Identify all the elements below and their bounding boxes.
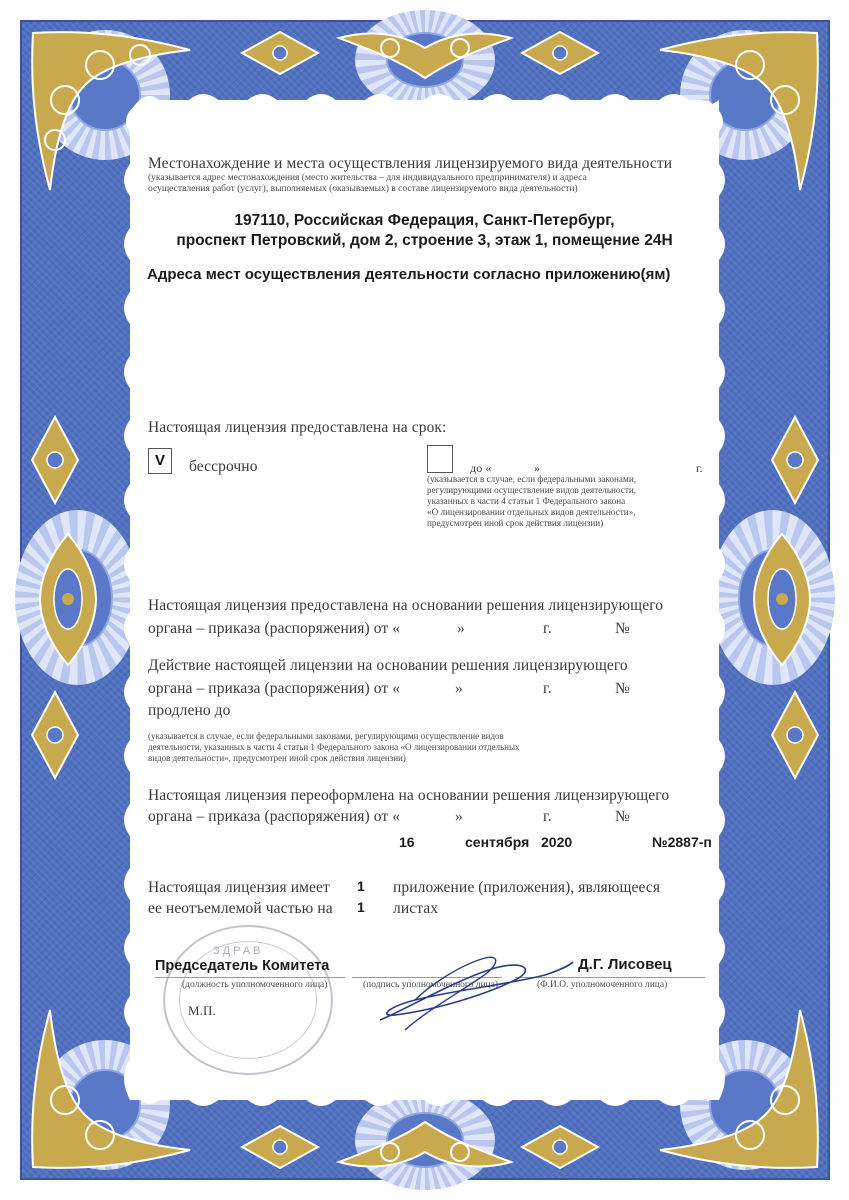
ornament-right-lower-icon (770, 690, 820, 780)
term-note-line-1: (указывается в случае, если федеральными законами, (427, 474, 637, 484)
ornament-diamond-top-left-icon (240, 30, 320, 76)
signatory-name: Д.Г. Лисовец (578, 956, 672, 973)
sheet-count: 1 (357, 899, 365, 915)
term-note-line-2: регулирующими осуществление видов деятельности, (427, 485, 637, 495)
ornament-corner-top-right-icon (655, 25, 825, 195)
official-stamp (163, 925, 333, 1075)
location-heading-note-2: осуществления работ (услуг), выполняемых (оказываемых) в составе лицензируемого вида деятельности) (148, 184, 578, 194)
signature-caption: (подпись уполномоченного лица) (363, 980, 499, 990)
unlimited-checkbox[interactable]: V (148, 448, 172, 474)
wave-edge-top (130, 88, 719, 112)
location-heading: Местонахождение и места осуществления лицензируемого вида деятельности (148, 155, 673, 172)
granted-line-1: Настоящая лицензия предоставлена на основании решения лицензирующего (148, 597, 664, 614)
ornament-right-medallion-icon (752, 532, 812, 667)
appendix-line-1-end: приложение (приложения), являющееся (393, 879, 661, 896)
ornament-left-medallion-icon (38, 532, 98, 667)
stamp-top-text: ЗДРАВ (213, 945, 264, 957)
position-underline (155, 977, 345, 978)
granted-year: г. (543, 620, 552, 637)
position-caption: (должность уполномоченного лица) (182, 980, 328, 990)
reissued-line-2: органа – приказа (распоряжения) от « (148, 808, 401, 825)
ornament-diamond-top-right-icon (520, 30, 600, 76)
ornament-bottom-center-icon (335, 1120, 515, 1172)
extended-note-line-1: (указывается в случае, если федеральными законами, регулирующими осуществление видов (148, 731, 504, 741)
term-note-line-3: указанных в части 4 статьи 1 Федерального закона (427, 496, 626, 506)
handwritten-signature (375, 950, 575, 1040)
ornament-top-center-icon (335, 28, 515, 80)
location-heading-note-1: (указывается адрес местонахождения (место жительства – для индивидуального предпринимателя) и адреса (148, 173, 587, 183)
address-line-1: 197110, Российская Федерация, Санкт-Петербург, (234, 212, 615, 229)
unlimited-label: бессрочно (189, 458, 258, 475)
addresses-per-appendix: Адреса мест осуществления деятельности согласно приложению(ям) (147, 266, 671, 283)
ornament-corner-bottom-right-icon (655, 1005, 825, 1175)
granted-line-2: органа – приказа (распоряжения) от « (148, 620, 401, 637)
ornament-left-lower-icon (30, 690, 80, 780)
reissued-order-number: №2887-п (652, 834, 712, 850)
extended-line-2: органа – приказа (распоряжения) от « (148, 680, 401, 697)
reissued-quote-close: » (455, 808, 463, 825)
reissued-day: 16 (399, 834, 415, 850)
ornament-diamond-bottom-left-icon (240, 1124, 320, 1170)
appendix-line-1-start: Настоящая лицензия имеет (148, 879, 330, 896)
until-year: г. (696, 461, 703, 475)
extended-year: г. (543, 680, 552, 697)
appendix-count: 1 (357, 878, 365, 894)
term-note-line-5: предусмотрен иной срок действия лицензии) (427, 518, 604, 528)
limited-term-checkbox[interactable] (427, 445, 453, 473)
ornament-right-upper-icon (770, 415, 820, 505)
granted-number: № (615, 620, 630, 637)
extended-line-1: Действие настоящей лицензии на основании решения лицензирующего (148, 657, 628, 674)
extended-line-3: продлено до (148, 702, 231, 719)
extended-note-line-3: видов деятельности», предусмотрен иной срок действия лицензии) (148, 753, 406, 763)
reissued-year-value: 2020 (541, 834, 573, 850)
reissued-month: сентября (465, 834, 530, 850)
term-note-line-4: «О лицензировании отдельных видов деятельности», (427, 507, 636, 517)
until-label: до « (470, 461, 492, 475)
term-label: Настоящая лицензия предоставлена на срок: (148, 419, 447, 436)
name-caption: (Ф.И.О. уполномоченного лица) (537, 980, 668, 990)
wave-edge-right (707, 100, 731, 1100)
signatory-position: Председатель Комитета (155, 958, 330, 974)
seal-mark: М.П. (188, 1003, 216, 1018)
reissued-year: г. (543, 808, 552, 825)
address-line-2: проспект Петровский, дом 2, строение 3, этаж 1, помещение 24Н (176, 232, 673, 249)
extended-note-line-2: деятельности, указанных в части 4 статьи 1 Федерального закона «О лицензировании отдельных (148, 742, 520, 752)
ornament-left-upper-icon (30, 415, 80, 505)
appendix-line-2-end: листах (393, 900, 439, 917)
until-quote-close: » (534, 461, 541, 475)
reissued-line-1: Настоящая лицензия переоформлена на основании решения лицензирующего (148, 787, 670, 804)
granted-quote-close: » (457, 620, 465, 637)
wave-edge-left (118, 100, 142, 1100)
extended-quote-close: » (455, 680, 463, 697)
appendix-line-2-start: ее неотъемлемой частью на (148, 900, 333, 917)
reissued-number: № (615, 808, 630, 825)
extended-number: № (615, 680, 630, 697)
wave-edge-bottom (130, 1088, 719, 1112)
ornament-diamond-bottom-right-icon (520, 1124, 600, 1170)
